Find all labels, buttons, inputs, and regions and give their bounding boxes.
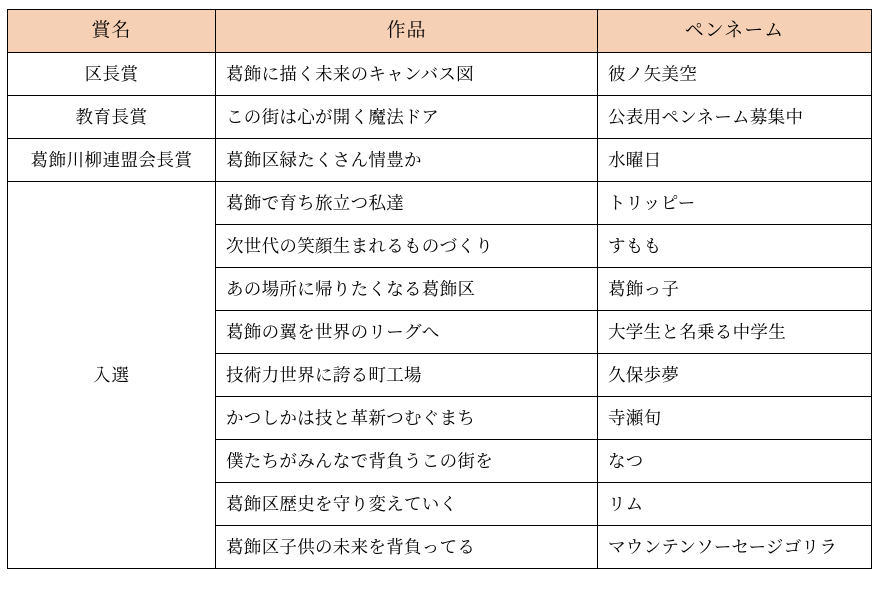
cell-work: 葛飾区緑たくさん情豊か — [216, 139, 598, 182]
award-results-table — [7, 9, 872, 569]
cell-award-merged: 入選 — [8, 182, 216, 569]
column-header-award: 賞名 — [8, 10, 216, 53]
cell-penname: 水曜日 — [598, 139, 872, 182]
cell-work: 葛飾で育ち旅立つ私達 — [216, 182, 598, 225]
cell-penname: マウンテンソーセージゴリラ — [598, 526, 872, 569]
cell-work: 葛飾区子供の未来を背負ってる — [216, 526, 598, 569]
column-header-penname: ペンネーム — [598, 10, 872, 53]
cell-penname: 彼ノ矢美空 — [598, 53, 872, 96]
cell-penname: なつ — [598, 440, 872, 483]
cell-work: 葛飾の翼を世界のリーグへ — [216, 311, 598, 354]
cell-penname: トリッピー — [598, 182, 872, 225]
cell-penname: 寺瀬旬 — [598, 397, 872, 440]
cell-work: 葛飾に描く未来のキャンバス図 — [216, 53, 598, 96]
cell-penname: 久保歩夢 — [598, 354, 872, 397]
cell-work: 僕たちがみんなで背負うこの街を — [216, 440, 598, 483]
cell-penname: 葛飾っ子 — [598, 268, 872, 311]
table-row — [8, 139, 872, 182]
cell-penname: すもも — [598, 225, 872, 268]
cell-work: 次世代の笑顔生まれるものづくり — [216, 225, 598, 268]
cell-penname: 大学生と名乗る中学生 — [598, 311, 872, 354]
cell-award: 教育長賞 — [8, 96, 216, 139]
cell-penname: リム — [598, 483, 872, 526]
table-body — [8, 53, 872, 569]
cell-award: 葛飾川柳連盟会長賞 — [8, 139, 216, 182]
cell-award: 区長賞 — [8, 53, 216, 96]
cell-work: 葛飾区歴史を守り変えていく — [216, 483, 598, 526]
cell-penname: 公表用ペンネーム募集中 — [598, 96, 872, 139]
table-row — [8, 53, 872, 96]
table-row — [8, 182, 872, 225]
cell-work: この街は心が開く魔法ドア — [216, 96, 598, 139]
table-header-row — [8, 10, 872, 53]
table-header — [8, 10, 872, 53]
column-header-work: 作品 — [216, 10, 598, 53]
cell-work: かつしかは技と革新つむぐまち — [216, 397, 598, 440]
cell-work: あの場所に帰りたくなる葛飾区 — [216, 268, 598, 311]
table-row — [8, 96, 872, 139]
cell-work: 技術力世界に誇る町工場 — [216, 354, 598, 397]
